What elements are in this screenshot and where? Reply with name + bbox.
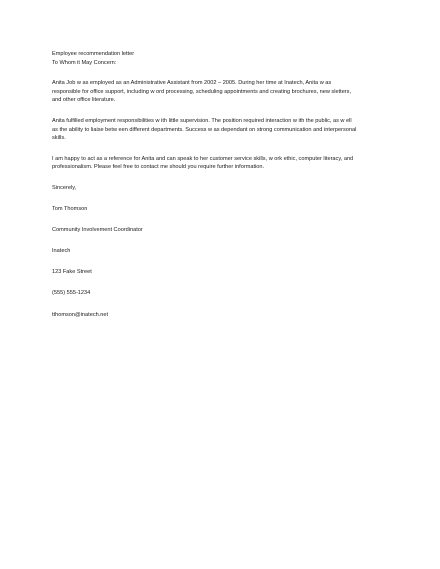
paragraph-line: Anita fulfilled employment responsibilities w ith little supervision. The position required interaction w ith the public, as w ell [52, 117, 352, 124]
signer-title: Community Involvement Coordinator [52, 227, 143, 234]
paragraph-line: responsible for office support, including w ord processing, scheduling appointments and creating brochures, new sletters, [52, 88, 352, 95]
letter-salutation: To Whom it May Concern: [52, 59, 117, 66]
paragraph-line: professionalism. Please feel free to contact me should you require further information. [52, 164, 265, 171]
letter-closing: Sincerely, [52, 184, 77, 191]
paragraph-line: skills. [52, 135, 66, 142]
letter-heading: Employee recommendation letter [52, 51, 135, 57]
signer-name: Tom Thomson [52, 206, 88, 213]
letter-body [52, 50, 392, 319]
street-address: 123 Fake Street [52, 269, 92, 276]
paragraph-employment [52, 79, 392, 105]
email-address: tthomson@inatech.net [52, 311, 109, 318]
paragraph-responsibilities [52, 117, 392, 143]
paragraph-line: I am happy to act as a reference for Anita and can speak to her customer service skills, w ork ethic, computer literacy, and [52, 155, 354, 162]
paragraph-line: as the ability to liaise betw een different departments. Success w as dependant on strong communication and interpersonal [52, 126, 357, 133]
paragraph-line: and other office literature. [52, 97, 116, 104]
paragraph-line: Anita Job w as employed as an Administrative Assistant from 2002 – 2005. During her time at Inatech, Anita w as [52, 80, 332, 87]
paragraph-reference [52, 155, 392, 172]
company-name: Inatech [52, 248, 71, 255]
phone-number: (555) 555-1234 [52, 290, 91, 297]
